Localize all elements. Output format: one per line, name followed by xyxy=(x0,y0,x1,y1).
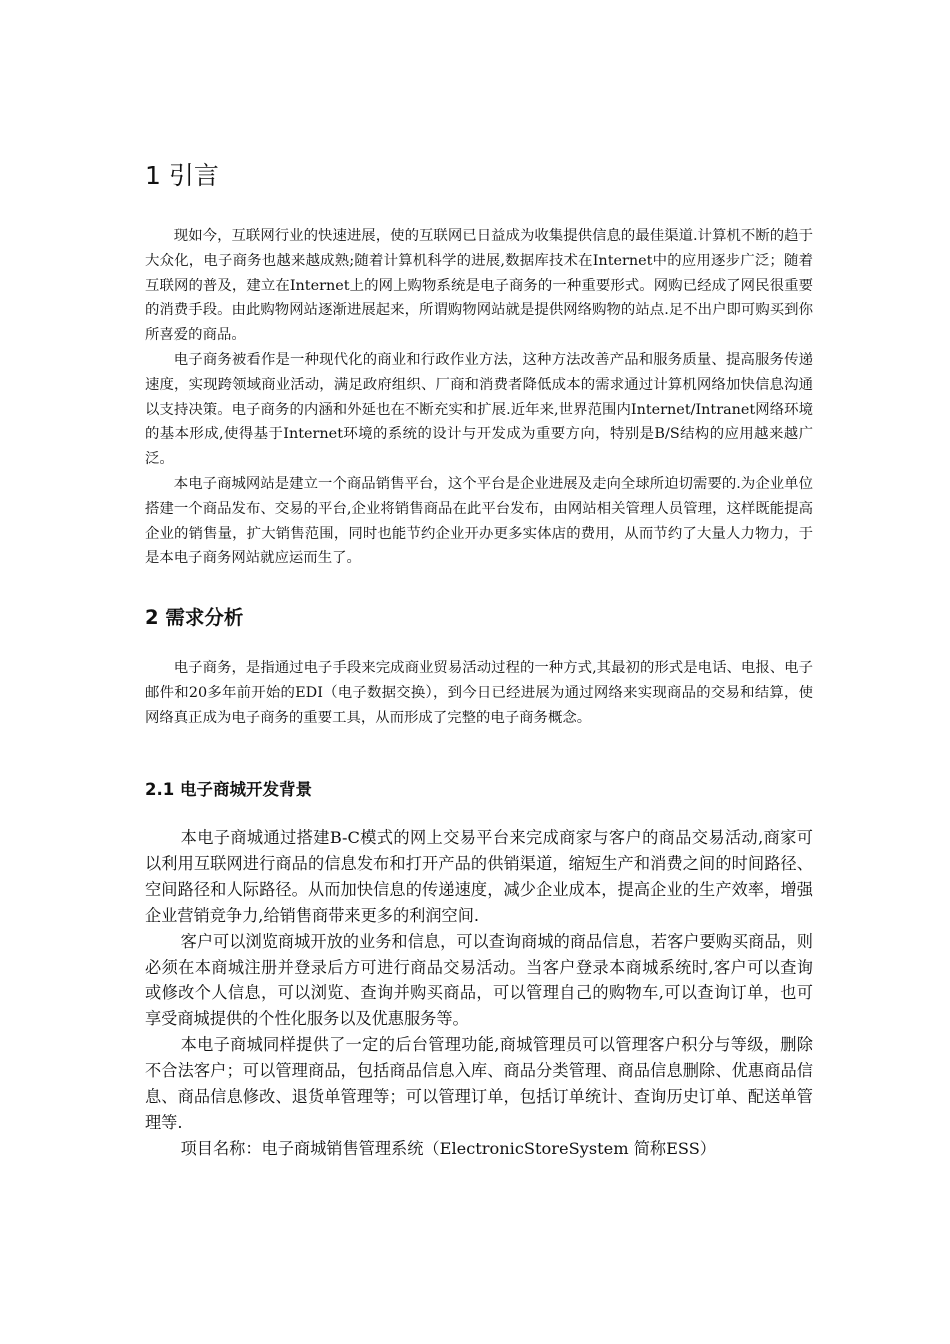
section-heading-introduction: 1 引言 xyxy=(145,161,219,190)
background-body xyxy=(145,825,813,1162)
introduction-body xyxy=(145,224,813,571)
paragraph: 本电子商城通过搭建B-C模式的网上交易平台来完成商家与客户的商品交易活动,商家可以利用互联网进行商品的信息发布和打开产品的供销渠道，缩短生产和消费之间的时间路径、空间路径和人际路径。从而加快信息的传递速度，减少企业成本，提高企业的生产效率，增强企业营销竞争力,给销售商带来更多的利润空间. xyxy=(145,828,813,925)
paragraph: 客户可以浏览商城开放的业务和信息，可以查询商城的商品信息，若客户要购买商品，则必须在本商城注册并登录后方可进行商品交易活动。当客户登录本商城系统时,客户可以查询或修改个人信息，可以浏览、查询并购买商品，可以管理自己的购物车,可以查询订单，也可享受商城提供的个性化服务以及优惠服务等。 xyxy=(145,931,813,1029)
paragraph: 本电子商城同样提供了一定的后台管理功能,商城管理员可以管理客户积分与等级，删除不合法客户；可以管理商品，包括商品信息入库、商品分类管理、商品信息删除、优惠商品信息、商品信息修改、退货单管理等；可以管理订单，包括订单统计、查询历史订单、配送单管理等. xyxy=(145,1035,813,1132)
subsection-heading-background: 2.1 电子商城开发背景 xyxy=(145,780,312,799)
paragraph: 本电子商城网站是建立一个商品销售平台，这个平台是企业进展及走向全球所迫切需要的.为企业单位搭建一个商品发布、交易的平台,企业将销售商品在此平台发布，由网站相关管理人员管理，这样既能提高企业的销售量，扩大销售范围，同时也能节约企业开办更多实体店的费用，从而节约了大量人力物力，于是本电子商务网站就应运而生了。 xyxy=(145,475,813,567)
section-heading-requirements: 2 需求分析 xyxy=(145,606,244,629)
paragraph: 项目名称：电子商城销售管理系统（ElectronicStoreSystem 简称ESS） xyxy=(180,1138,716,1158)
paragraph: 电子商务被看作是一种现代化的商业和行政作业方法，这种方法改善产品和服务质量、提高服务传递速度，实现跨领域商业活动，满足政府组织、厂商和消费者降低成本的需求通过计算机网络加快信息沟通以支持决策。电子商务的内涵和外延也在不断充实和扩展.近年来,世界范围内Internet/Intranet网络环境的基本形成,使得基于Internet环境的系统的设计与开发成为重要方向，特别是B/S结构的应用越来越广泛。 xyxy=(145,351,813,468)
paragraph: 电子商务，是指通过电子手段来完成商业贸易活动过程的一种方式,其最初的形式是电话、电报、电子邮件和20多年前开始的EDI（电子数据交换），到今日已经进展为通过网络来实现商品的交易和结算，使网络真正成为电子商务的重要工具，从而形成了完整的电子商务概念。 xyxy=(145,660,813,726)
paragraph: 现如今，互联网行业的快速进展，使的互联网已日益成为收集提供信息的最佳渠道.计算机不断的趋于大众化，电子商务也越来越成熟;随着计算机科学的进展,数据库技术在Internet中的应用逐步广泛；随着互联网的普及，建立在Internet上的网上购物系统是电子商务的一种重要形式。网购已经成了网民很重要的消费手段。由此购物网站逐渐进展起来，所谓购物网站就是提供网络购物的站点.足不出户即可购买到你所喜爱的商品。 xyxy=(145,228,813,344)
requirements-body xyxy=(145,656,813,730)
